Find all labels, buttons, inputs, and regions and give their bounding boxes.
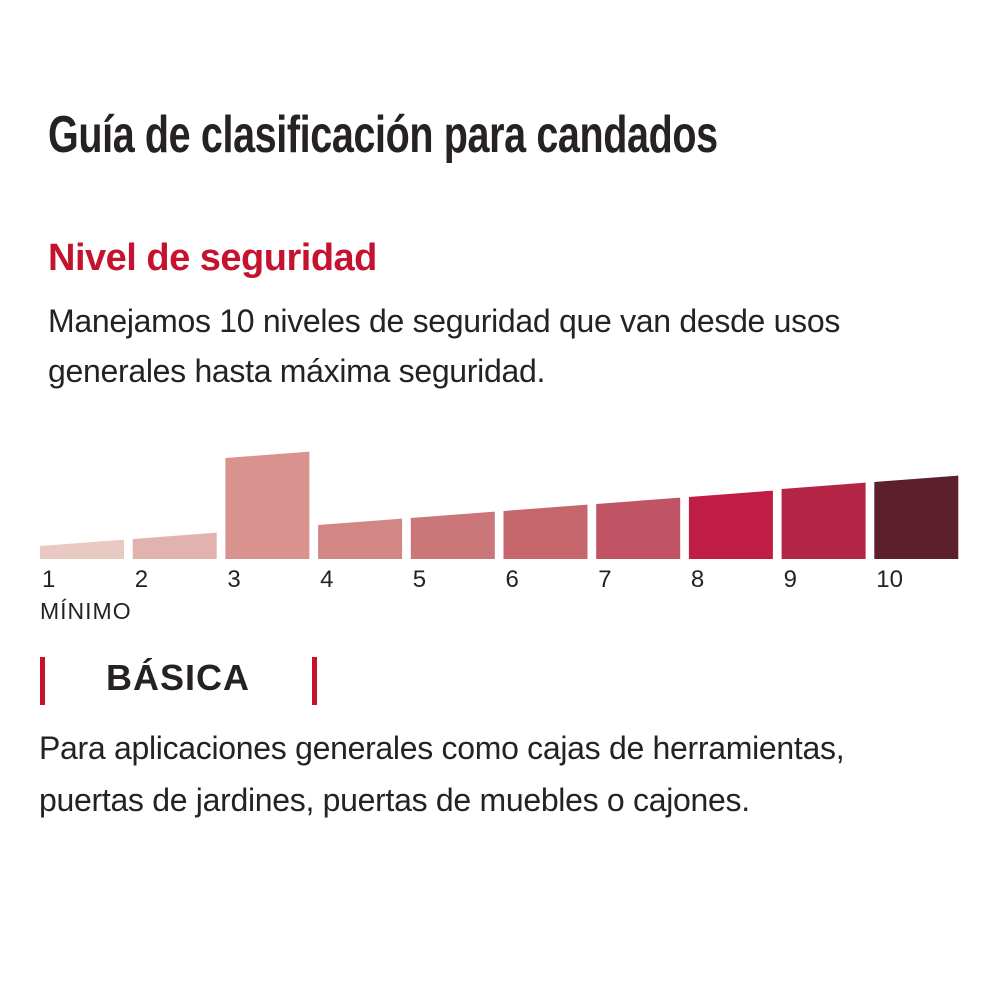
security-level-bar-5 (411, 512, 495, 559)
security-level-bar-1 (40, 540, 124, 559)
level-tick-label-1: 1 (42, 566, 56, 593)
level-tick-label-5: 5 (412, 566, 427, 593)
page-title: Guía de clasificación para candados (48, 106, 718, 164)
category-line-2: puertas de jardines, puertas de muebles o cajones. (39, 782, 750, 818)
security-level-bar-9 (782, 483, 866, 559)
category-description (39, 722, 844, 826)
security-level-heading: Nivel de seguridad (48, 237, 377, 279)
category-line-1: Para aplicaciones generales como cajas de herramientas, (39, 730, 845, 766)
security-level-bar-2 (133, 533, 217, 559)
level-tick-label-9: 9 (783, 566, 797, 593)
level-tick-label-6: 6 (505, 566, 519, 593)
security-level-bar-10 (874, 476, 958, 559)
security-level-bar-7 (596, 498, 680, 559)
security-level-bar-8 (689, 491, 773, 559)
level-tick-label-7: 7 (598, 566, 612, 593)
level-tick-label-3: 3 (227, 566, 241, 593)
level-tick-label-8: 8 (690, 566, 705, 593)
security-level-description (48, 296, 840, 396)
minimum-axis-label: MÍNIMO (40, 598, 132, 624)
security-level-bar-4 (318, 519, 402, 559)
category-range-tick-left (40, 657, 45, 705)
description-line-1: Manejamos 10 niveles de seguridad que van desde usos (48, 303, 841, 339)
level-tick-label-4: 4 (320, 566, 334, 593)
level-tick-label-2: 2 (134, 566, 149, 593)
description-line-2: generales hasta máxima seguridad. (48, 353, 546, 389)
security-level-bar-chart (0, 430, 1000, 640)
category-label-basica: BÁSICA (106, 657, 251, 698)
security-level-bar-3 (225, 452, 309, 559)
category-range-tick-right (312, 657, 317, 705)
level-tick-label-10: 10 (876, 566, 904, 593)
security-level-bar-6 (504, 505, 588, 559)
